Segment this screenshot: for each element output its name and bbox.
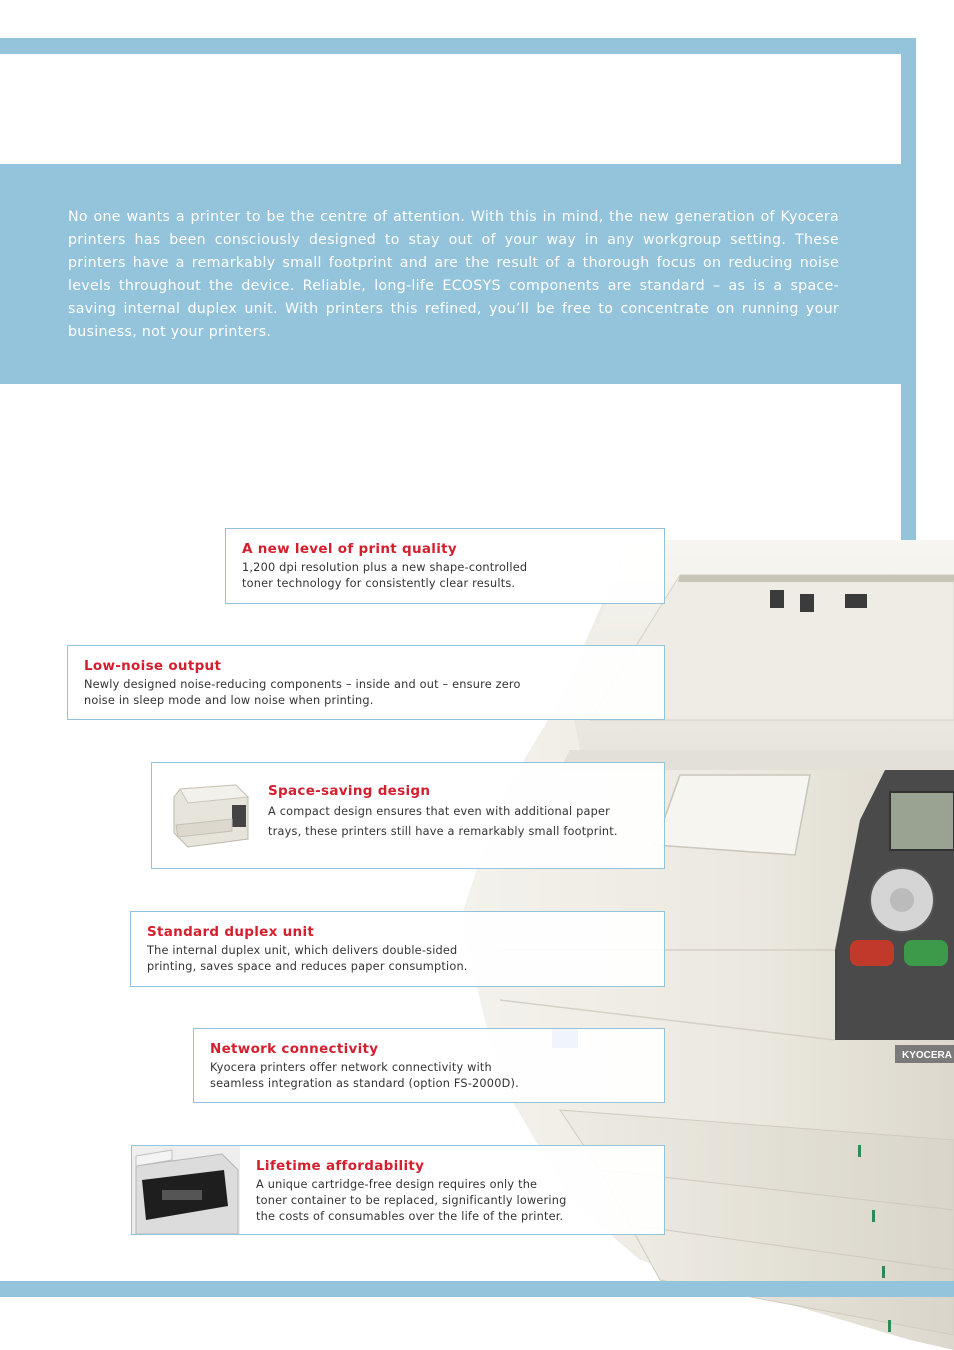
feature-text: A compact design ensures that even with additional paper trays, these printers still have a remarkably small footprint. [268,805,618,838]
feature-network [193,1028,665,1103]
feature-title: A new level of print quality [242,541,458,557]
feature-text: A unique cartridge-free design requires only the toner container to be replaced, significantly lowering the costs of consumables over the life of the printer. [256,1178,567,1223]
frame-right-bar [901,38,916,598]
feature-text: Kyocera printers offer network connectivity with seamless integration as standard (option FS-2000D). [210,1061,519,1090]
printer-thumbnail [166,775,254,853]
toner-thumbnail [132,1146,240,1234]
feature-title: Network connectivity [210,1041,379,1057]
bottom-band [0,1281,954,1297]
feature-title: Standard duplex unit [147,924,315,940]
feature-print-quality [225,528,665,604]
feature-title: Lifetime affordability [256,1158,425,1174]
feature-title: Space-saving design [268,783,431,799]
intro-text: No one wants a printer to be the centre of attention. With this in mind, the new generation of Kyocera printers has been consciously designed to stay out of your way in any workgroup setting. These printers have a remarkably small footprint and are the result of a thorough focus on reducing noise levels throughout the device. Reliable, long-life ECOSYS components are standard – as is a space-saving internal duplex unit. With printers this refined, you’ll be free to concentrate on running your business, not your printers. [68,209,839,340]
printer-brand: KYOCERA [902,1050,953,1061]
feature-duplex [130,911,665,987]
feature-low-noise [67,645,665,720]
feature-text: 1,200 dpi resolution plus a new shape-controlled toner technology for consistently clear results. [242,561,528,590]
feature-text: Newly designed noise-reducing components – inside and out – ensure zero noise in sleep mode and low noise when printing. [84,678,521,707]
frame-top-bar [0,38,916,54]
feature-space-saving [151,762,665,869]
feature-title: Low-noise output [84,658,222,674]
feature-text: The internal duplex unit, which delivers double-sided printing, saves space and reduces paper consumption. [147,944,468,973]
feature-affordability [131,1145,665,1235]
